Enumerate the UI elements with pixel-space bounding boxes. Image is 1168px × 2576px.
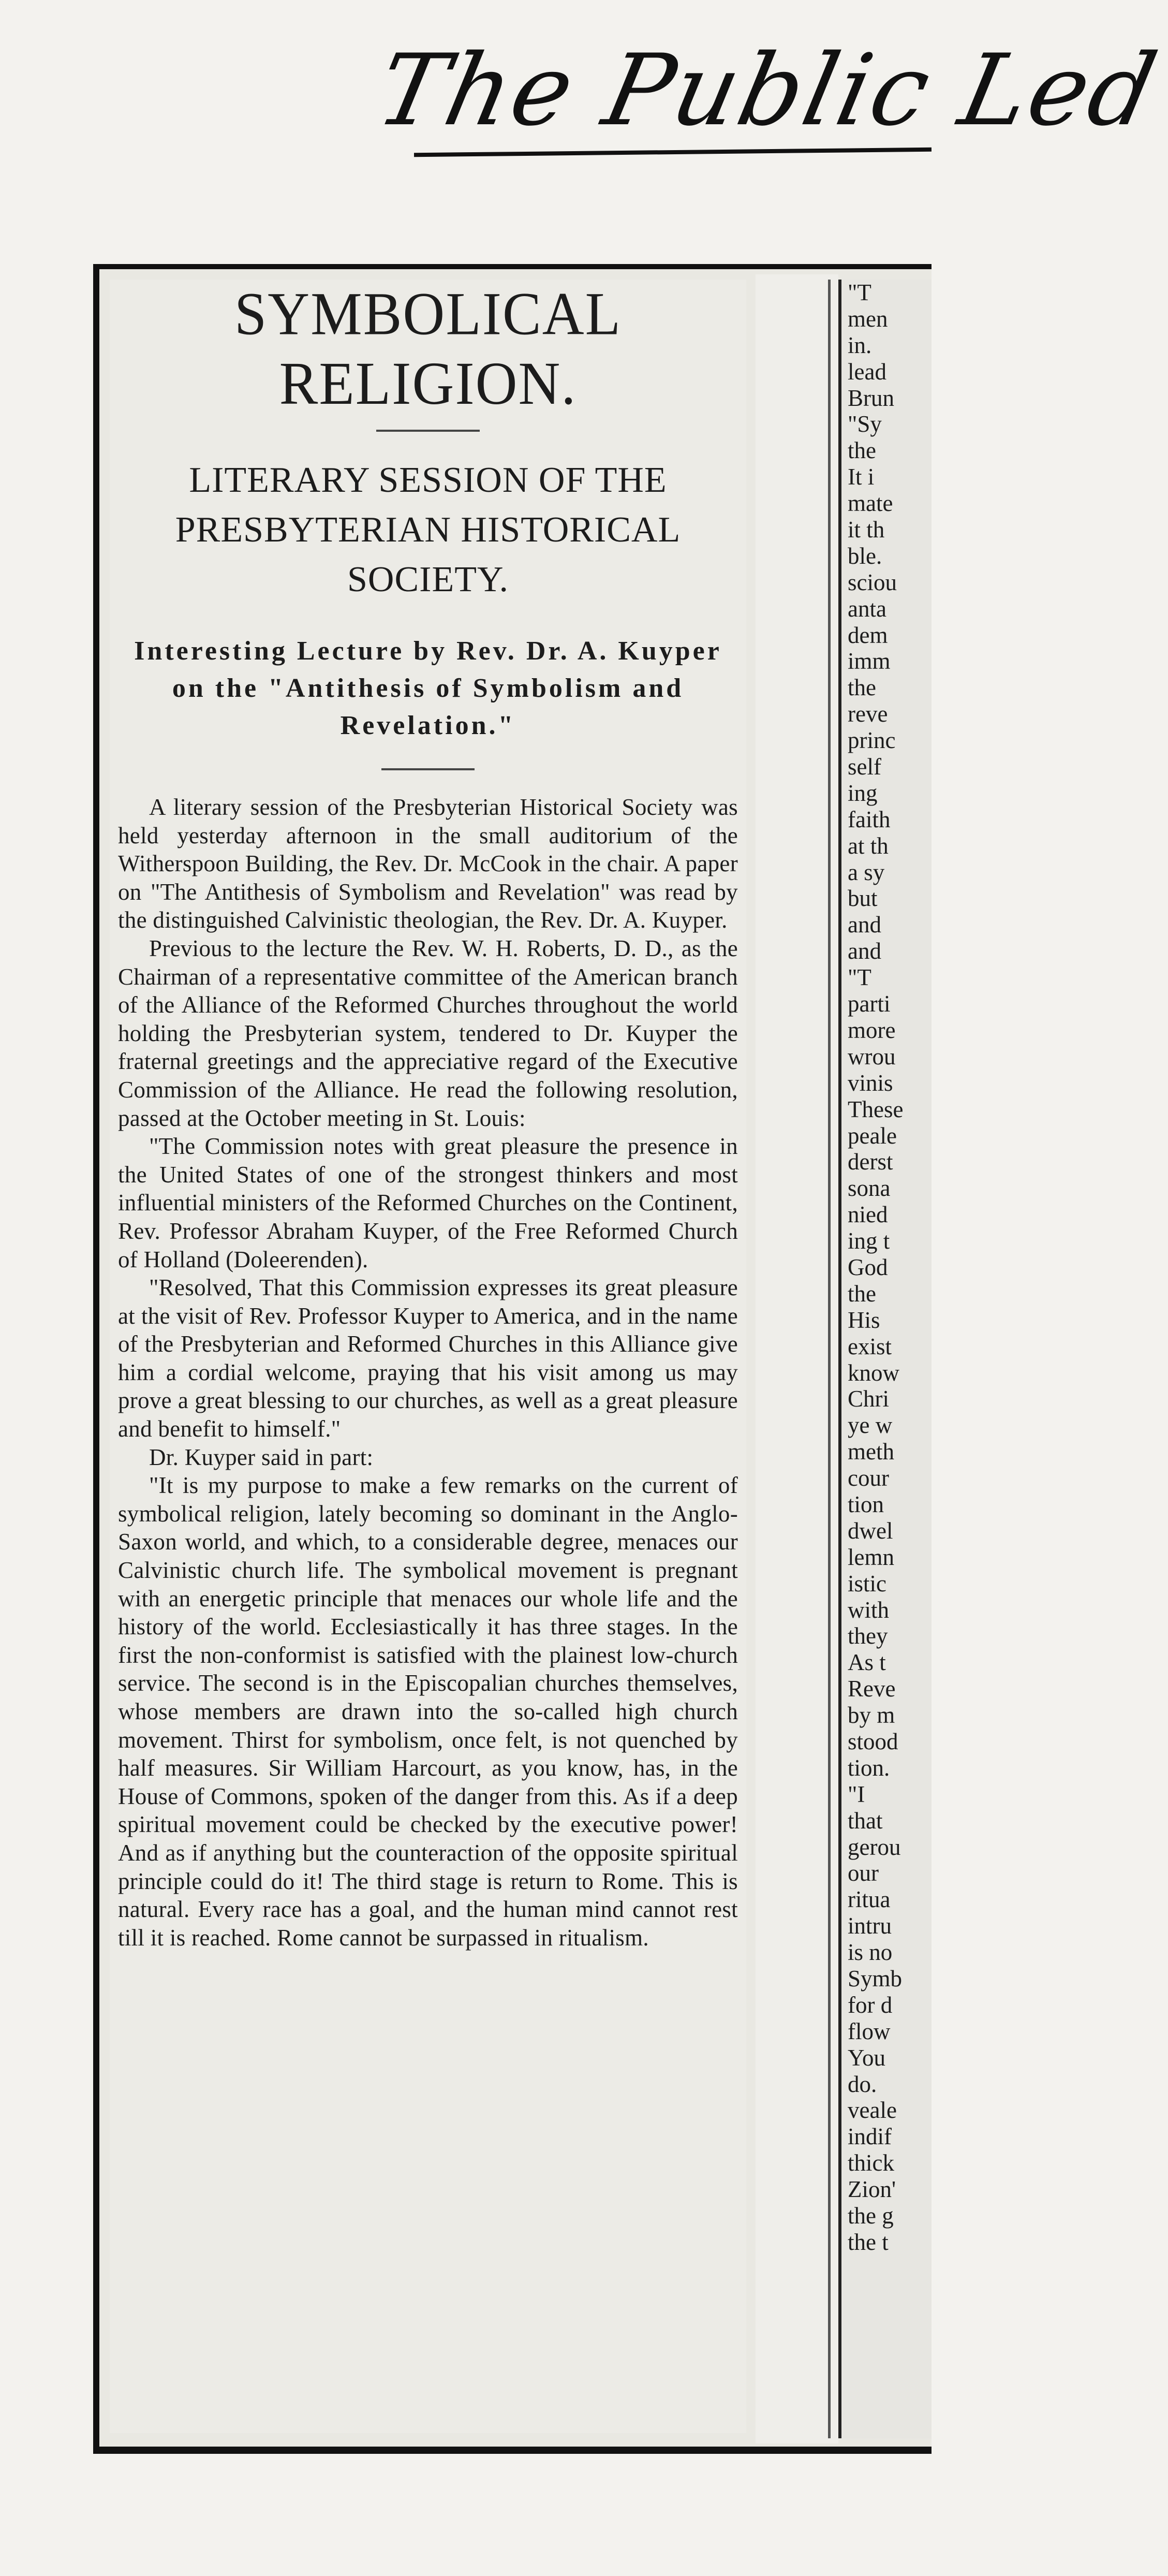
column-fragment-line: the g (848, 2203, 894, 2229)
column-fragment-line: exist (848, 1333, 892, 1359)
column-fragment-line: lead (848, 358, 886, 385)
column-fragment-line: peale (848, 1122, 897, 1149)
column-fragment-line: imm (848, 648, 891, 675)
column-fragment-line: but (848, 885, 878, 912)
column-fragment-line: indif (848, 2124, 892, 2150)
deck-headline: Interesting Lecture by Rev. Dr. A. Kuyper on the "Antithesis of Symbolism and Revelation." (134, 636, 722, 740)
column-fragment-line: a sy (848, 859, 885, 885)
column-fragment-line: wrou (848, 1043, 896, 1070)
column-fragment-line: cour (848, 1465, 889, 1491)
paragraph: "The Commission notes with great pleasure the presence in the United States of one of the strongest thinkers and most influential ministers of the Reformed Churches on the Continent, Rev. Professor Abraham Kuyper, of the Free Reformed Church of Holland (Doleerenden). (118, 1133, 738, 1272)
column-fragment-line: These (848, 1096, 904, 1122)
column-fragment-line: It i (848, 464, 875, 490)
column-fragment-line: sona (848, 1175, 891, 1202)
column-rule (828, 280, 831, 2438)
headline: SYMBOLICAL RELIGION. (234, 280, 622, 418)
column-fragment-line: meth (848, 1439, 894, 1465)
column-fragment-line: ing (848, 780, 878, 806)
column-fragment-line: "I (848, 1781, 865, 1807)
column-fragment-line: flow (848, 2018, 891, 2044)
column-fragment-line: self (848, 754, 881, 780)
column-fragment-line: tion. (848, 1754, 890, 1781)
column-fragment-line: Zion' (848, 2176, 896, 2203)
column-fragment-line: princ (848, 727, 896, 754)
column-fragment-line: the (848, 675, 876, 701)
column-fragment-line: reve (848, 701, 888, 727)
column-fragment-line: do. (848, 2071, 877, 2097)
column-fragment-line: Brun (848, 385, 894, 411)
column-fragment-line: men (848, 305, 888, 332)
column-fragment-line: our (848, 1860, 879, 1886)
column-fragment-line: lemn (848, 1544, 894, 1570)
column-fragment-line: more (848, 1017, 896, 1043)
column-fragment-line: Chri (848, 1386, 890, 1412)
column-fragment-line: dem (848, 622, 888, 648)
column-fragment-line: nied (848, 1202, 888, 1228)
subheadline: LITERARY SESSION OF THE PRESBYTERIAN HISTORICAL SOCIETY. (175, 460, 681, 599)
column-gutter (756, 274, 838, 2443)
column-fragment-line: the t (848, 2229, 889, 2255)
column-fragment-line: As t (848, 1649, 886, 1676)
column-fragment-line: You (848, 2044, 885, 2071)
column-fragment-line: "Sy (848, 411, 882, 437)
article-body (118, 793, 738, 1952)
column-fragment-line: faith (848, 806, 891, 832)
column-fragment-line: vinis (848, 1070, 893, 1096)
column-fragment-line: derst (848, 1149, 893, 1175)
paragraph: "It is my purpose to make a few remarks on the current of symbolical religion, lately becoming so dominant in the Anglo-Saxon world, and which, to a considerable degree, menaces our Calvinistic church life. The symbolical movement is pregnant with an energetic principle that menaces our whole life and the history of the world. Ecclesiastically it has three stages. In the first the non-conformist is satisfied with the plainest low-church service. The second is in the Episcopalian churches themselves, whose members are drawn into the so-called high church movement. Thirst for symbolism, once felt, is not quenched by half measures. Sir William Harcourt, as you know, has, in the House of Commons, spoken of the danger from this. As if a deep spiritual movement could be checked by the executive power! And as if anything but the counteraction of the opposite spiritual principle could do it! The third stage is return to Rome. This is natural. Every race has a goal, and the human mind cannot rest till it is reached. Rome cannot be surpassed in ritualism. (118, 1472, 738, 1951)
column-fragment-line: sciou (848, 569, 897, 595)
column-fragment-line: with (848, 1597, 890, 1623)
headline-divider (376, 430, 480, 432)
column-fragment-line: "T (848, 964, 871, 991)
column-fragment-line: ing t (848, 1228, 890, 1254)
column-fragment-line: gerou (848, 1834, 901, 1860)
paragraph: Dr. Kuyper said in part: (149, 1444, 374, 1470)
column-fragment-line: and (848, 912, 881, 938)
column-fragment-line: Symb (848, 1966, 903, 1992)
column-fragment-line: thick (848, 2150, 894, 2176)
paragraph: Previous to the lecture the Rev. W. H. Roberts, D. D., as the Chairman of a representative committee of the American branch of the Alliance of the Reformed Churches throughout the world holding the Presbyterian system, tendered to Dr. Kuyper the fraternal greetings and the appreciative regard of the Executive Commission of the Alliance. He read the following resolution, passed at the October meeting in St. Louis: (118, 935, 738, 1131)
column-fragment-line: "T (848, 280, 871, 305)
column-fragment-line: the (848, 437, 876, 464)
column-fragment-line: Reve (848, 1676, 896, 1702)
adjacent-column-fragment (838, 280, 932, 2438)
column-fragment-line: for d (848, 1992, 893, 2018)
column-fragment-line: they (848, 1623, 888, 1649)
column-fragment-line: stood (848, 1728, 898, 1754)
column-fragment-line: by m (848, 1702, 895, 1729)
column-fragment-line: at th (848, 832, 889, 859)
column-fragment-line: know (848, 1359, 899, 1386)
column-fragment-line: dwel (848, 1517, 893, 1544)
column-fragment-line: in. (848, 332, 872, 358)
column-fragment-line: parti (848, 991, 891, 1017)
column-fragment-line: His (848, 1307, 880, 1333)
column-fragment-line: is no (848, 1939, 893, 1966)
column-fragment-line: ritua (848, 1886, 891, 1913)
column-fragment-line: anta (848, 595, 886, 622)
column-fragment-line: mate (848, 490, 893, 517)
column-fragment-line: istic (848, 1570, 886, 1597)
column-fragment-line: that (848, 1807, 883, 1834)
column-fragment-line: and (848, 938, 881, 964)
column-fragment-line: intru (848, 1913, 892, 1939)
deck-divider (381, 768, 475, 770)
column-fragment-line: ye w (848, 1412, 893, 1439)
column-fragment-line: ble. (848, 543, 882, 569)
newspaper-article (110, 280, 746, 2433)
column-fragment-line: the (848, 1280, 876, 1307)
handwritten-annotation: The Public Led (367, 33, 1168, 148)
column-fragment-line: tion (848, 1491, 884, 1517)
column-fragment-line: veale (848, 2097, 897, 2124)
paragraph: "Resolved, That this Commission expresses its great pleasure at the visit of Rev. Professor Kuyper to America, and in the name of the Presbyterian and Reformed Churches in this Alliance give him a cordial welcome, praying that his visit among us may prove a great blessing to our churches, as well as a great pleasure and benefit to himself." (118, 1275, 738, 1442)
column-fragment-line: God (848, 1254, 888, 1280)
column-fragment-line: it th (848, 517, 885, 543)
paragraph: A literary session of the Presbyterian Historical Society was held yesterday afternoon in the small auditorium of the Witherspoon Building, the Rev. Dr. McCook in the chair. A paper on "The Antithesis of Symbolism and Revelation" was read by the distinguished Calvinistic theologian, the Rev. Dr. A. Kuyper. (118, 794, 738, 933)
